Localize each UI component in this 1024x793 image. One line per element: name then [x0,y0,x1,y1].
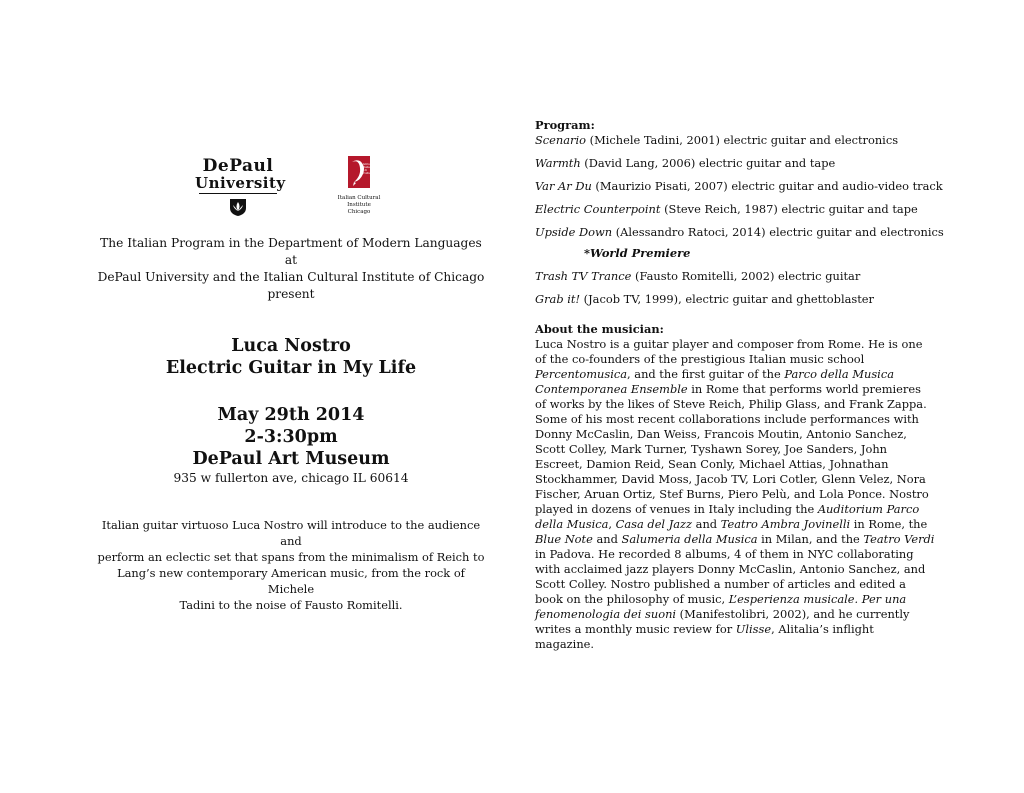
program-work-details: (Alessandro Ratoci, 2014) electric guitar and electronics [612,225,944,239]
bio-emphasis: Auditorium Parco della Musica [535,502,920,531]
intro-line-1: The Italian Program in the Department of Modern Languages at [100,236,482,267]
event-title-block [95,335,487,379]
intro-line-2: DePaul University and the Italian Cultural Institute of Chicago [97,270,485,284]
program-work-title: Trash TV Trance [535,269,632,283]
bio-text: in Milan, and the [757,532,864,546]
iic-logo [327,156,391,216]
depaul-logo-rule [199,193,277,194]
description-line-1: Italian guitar virtuoso Luca Nostro will introduce to the audience and [101,518,481,548]
iic-mark-line1: Istituto [363,163,373,166]
bio-emphasis: Teatro Ambra Jovinelli [720,517,851,531]
event-when-block [95,404,487,470]
depaul-logo [195,156,286,221]
bio-text: (Manifestolibri, 2002), and he currently writes a monthly music review for [535,607,910,636]
bio-emphasis: Salumeria della Musica [621,532,758,546]
about-heading: About the musician: [535,322,664,336]
bio-text: in Rome that performs world premieres of works by the likes of Steve Reich, Philip Glass, and Frank Zappa. Some of his most recent collaborations include performances with Donny McCaslin, Dan Weiss, Francois Moutin, Antonio Sanchez, Scott Colley, Mark Turner, Tyshawn Sorey, Joe Sanders, John Escreet, Damion Reid, Sean Conly, Michael Attias, Johnathan Stockhammer, David Moss, Jacob TV, Lori Cotler, Glenn Velez, Nora Fischer, Aruan Ortiz, Stef Burns, Piero Pelù, and Lola Ponce. Nostro played in dozens of venues in Italy including the [535,382,929,516]
world-premiere-note: *World Premiere [584,246,691,260]
program-item [535,179,943,194]
bio-emphasis: L’esperienza musicale. Per una fenomenologia dei suoni [535,592,907,621]
bio-text: , [608,517,616,531]
event-date: May 29th 2014 [217,405,365,425]
iic-mark-line4: Cultura [363,172,373,175]
program-work-details: (Jacob TV, 1999), electric guitar and ghettoblaster [580,292,874,306]
iic-caption-line1: Italian Cultural Institute [337,195,381,208]
bio-text: , Alitalia’s inflight magazine. [535,622,874,651]
program-item [535,225,944,240]
program-item [535,269,935,284]
about-section [535,322,935,652]
bio-emphasis: Percentomusica [535,367,628,381]
bio-emphasis: Ulisse [735,622,772,636]
program-work-title: Var Ar Du [535,179,592,193]
iic-caption [327,195,391,216]
bio-emphasis: Casa del Jazz [615,517,693,531]
program-work-title: Warmth [535,156,581,170]
program-list [535,133,944,307]
bio-text: in Rome, the [850,517,928,531]
event-address: 935 w fullerton ave, chicago IL 60614 [173,471,409,485]
bio-text: in Padova. He recorded 8 albums, 4 of them in NYC collaborating with acclaimed jazz players Donny McCaslin, Antonio Sanchez, and Scott Colley. Nostro published a number of articles and edited a book on the philosophy of music, [535,547,926,606]
depaul-logo-line2: University [195,174,286,192]
program-item [535,202,935,217]
depaul-logo-line1: DePaul [202,156,274,176]
bio-text: Luca Nostro is a guitar player and composer from Rome. He is one of the co-founders of the prestigious Italian music school [535,337,923,366]
iic-caption-line2: Chicago [347,209,371,215]
performer-name: Luca Nostro [231,336,351,356]
iic-mark-line3: di [364,169,367,172]
iic-mark-line2: Italiano [363,166,374,169]
program-work-details: (Michele Tadini, 2001) electric guitar and electronics [586,133,899,147]
intro-text [95,235,487,303]
bio-text: , and the first guitar of the [627,367,785,381]
program-work-details: (Maurizio Pisati, 2007) electric guitar and audio-video track [591,179,943,193]
program-work-details: (David Lang, 2006) electric guitar and tape [580,156,836,170]
program-work-details: (Fausto Romitelli, 2002) electric guitar [631,269,861,283]
intro-line-3: present [267,287,315,301]
program-work-title: Grab it! [535,292,581,306]
bio-text: and [592,532,622,546]
program-item [535,292,935,307]
event-description [95,517,487,613]
bio-emphasis: Blue Note [535,532,593,546]
bio-emphasis: Parco della Musica Contemporanea Ensemble [535,367,894,396]
iic-emblem-icon [348,156,374,188]
program-item [535,156,935,171]
event-title: Electric Guitar in My Life [165,358,417,378]
description-line-4: Tadini to the noise of Fausto Romitelli. [179,598,403,612]
program-heading: Program: [535,118,595,132]
bio-text: and [692,517,721,531]
program-item [535,133,935,148]
program-work-title: Electric Counterpoint [535,202,661,216]
description-line-3: Lang’s new contemporary American music, from the rock of Michele [117,566,465,596]
program-work-details: (Steve Reich, 1987) electric guitar and tape [660,202,918,216]
logo-row [95,150,487,230]
program-work-title: Upside Down [535,225,613,239]
flyer-right-column [535,118,944,652]
description-line-2: perform an eclectic set that spans from the minimalism of Reich to [97,550,485,564]
bio-emphasis: Teatro Verdi [863,532,935,546]
event-venue: DePaul Art Museum [192,449,390,469]
program-work-title: Scenario [535,133,586,147]
musician-bio [535,337,935,652]
crest-icon [228,197,248,217]
flyer-left-column [95,150,487,613]
event-time: 2-3:30pm [244,427,338,447]
